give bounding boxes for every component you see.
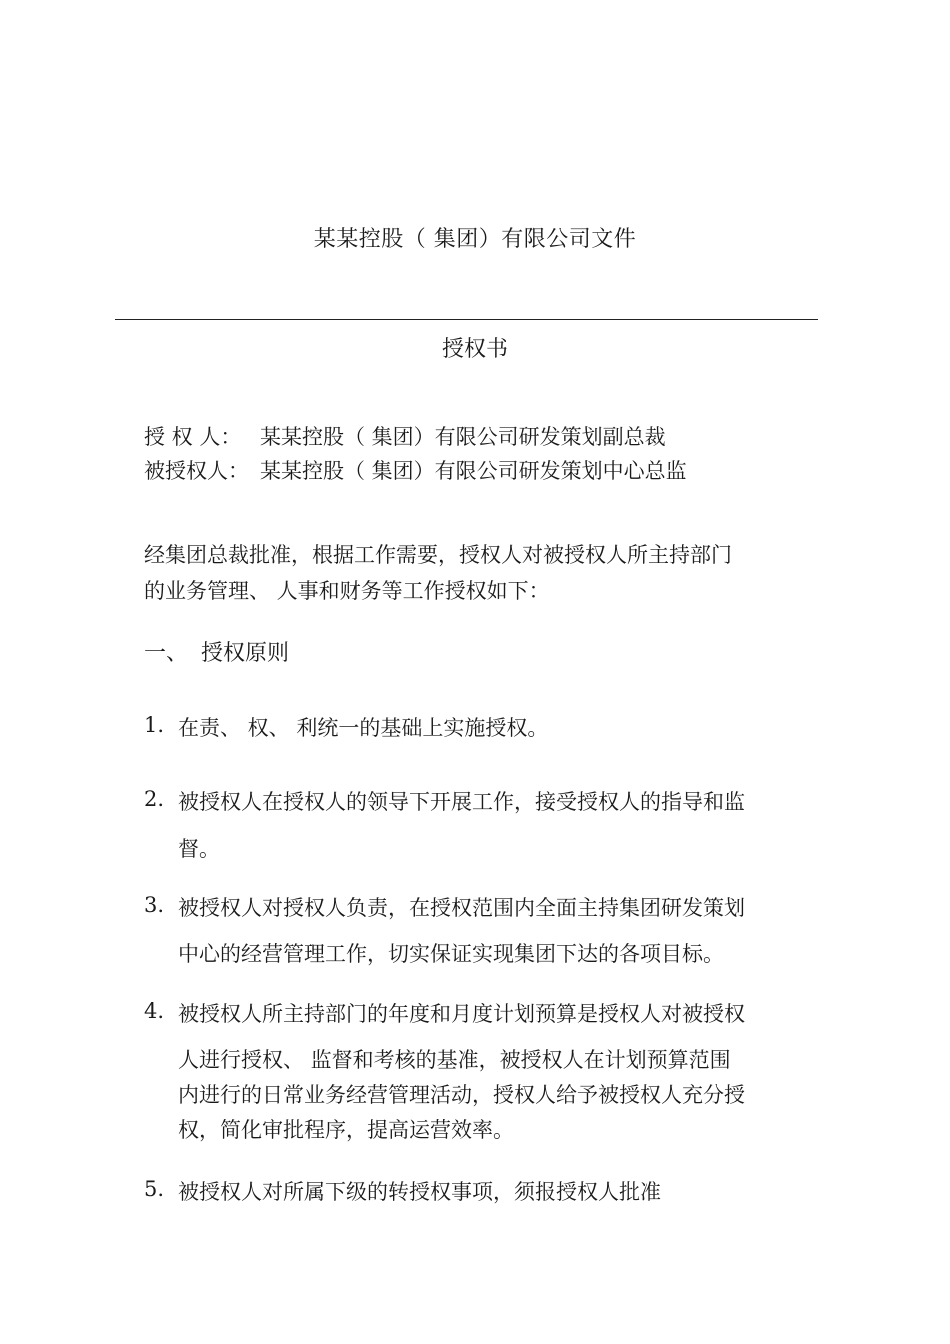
item-line: 被授权人对授权人负责，在授权范围内全面主持集团研发策划 bbox=[178, 896, 745, 920]
section-heading bbox=[144, 636, 289, 667]
item-number: 5. bbox=[144, 1177, 165, 1201]
intro-line-1: 经集团总裁批准，根据工作需要，授权人对被授权人所主持部门 bbox=[144, 543, 732, 567]
item-number: 1. bbox=[144, 713, 165, 737]
item-line: 中心的经营管理工作，切实保证实现集团下达的各项目标。 bbox=[178, 942, 724, 966]
item-line: 督。 bbox=[178, 837, 220, 861]
grantee-value: 某某控股（ 集团）有限公司研发策划中心总监 bbox=[260, 459, 687, 483]
grantor-line bbox=[144, 421, 666, 451]
item-line: 权，简化审批程序，提高运营效率。 bbox=[178, 1118, 514, 1142]
item-line: 被授权人在授权人的领导下开展工作，接受授权人的指导和监 bbox=[178, 790, 745, 814]
item-line: 在责、 权、 利统一的基础上实施授权。 bbox=[178, 716, 549, 740]
item-line: 被授权人对所属下级的转授权事项，须报授权人批准 bbox=[178, 1180, 661, 1204]
intro-line-2: 的业务管理、 人事和财务等工作授权如下： bbox=[144, 579, 550, 603]
section-title: 授权原则 bbox=[201, 641, 290, 666]
document-title: 授权书 bbox=[441, 337, 508, 362]
item-number: 2. bbox=[144, 787, 165, 811]
item-number: 3. bbox=[144, 893, 165, 917]
header-divider bbox=[115, 319, 818, 320]
item-line: 内进行的日常业务经营管理活动，授权人给予被授权人充分授 bbox=[178, 1083, 745, 1107]
item-line: 人进行授权、 监督和考核的基准，被授权人在计划预算范围 bbox=[178, 1048, 731, 1072]
item-number: 4. bbox=[144, 999, 165, 1023]
section-number: 一、 bbox=[144, 641, 189, 666]
header-title: 某某控股（ 集团）有限公司文件 bbox=[313, 227, 637, 252]
grantor-value: 某某控股（ 集团）有限公司研发策划副总裁 bbox=[260, 425, 666, 449]
grantee-line bbox=[144, 455, 687, 485]
grantee-label: 被授权人： bbox=[144, 459, 249, 483]
grantor-label: 授 权 人： bbox=[144, 425, 242, 449]
item-line: 被授权人所主持部门的年度和月度计划预算是授权人对被授权 bbox=[178, 1002, 745, 1026]
